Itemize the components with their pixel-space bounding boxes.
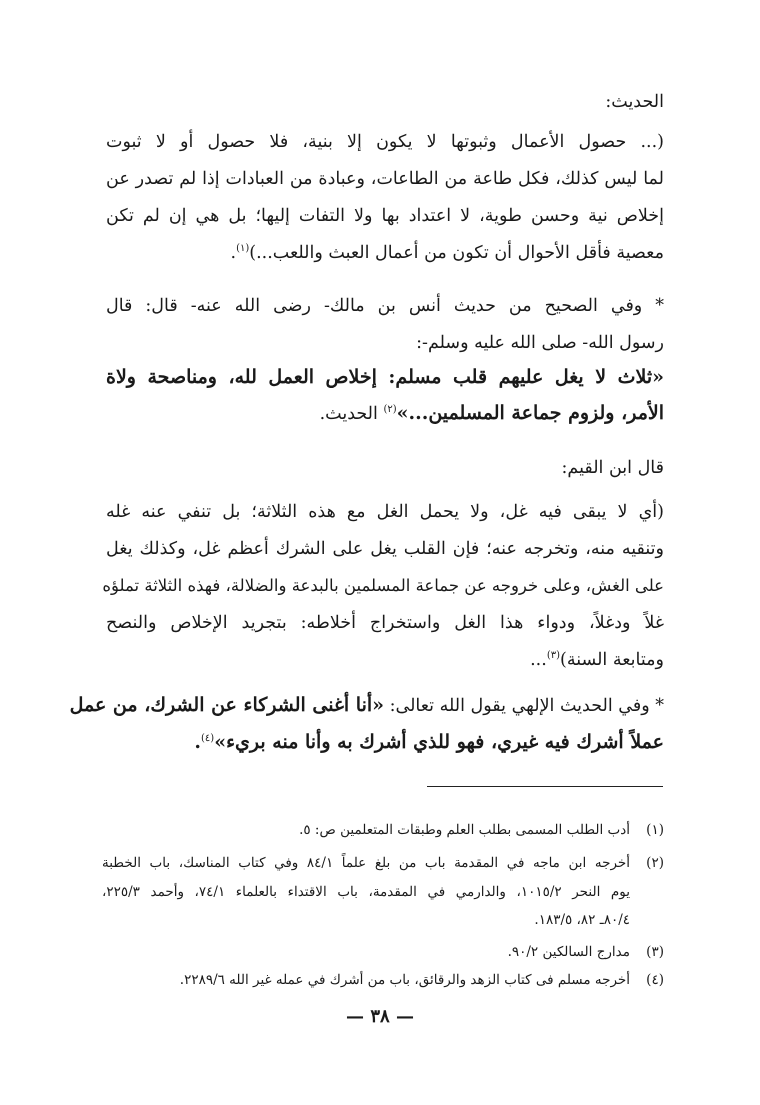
footnote-text: مدارج السالكين ٩٠/٢. — [507, 944, 630, 960]
narration-line: * وفي الصحيح من حديث أنس بن مالك- رضى الله عنه- قال: قال — [106, 296, 664, 316]
footnote-ref: (٤) — [201, 733, 215, 745]
quote-line: (أي لا يبقى فيه غل، ولا يحمل الغل مع هذه الثلاثة؛ بل تنفي عنه غله — [106, 502, 664, 522]
footnote-ref: (١) — [236, 243, 250, 255]
footnote-ref: (٢) — [383, 404, 397, 416]
hadith-line-last: الأمر، ولزوم جماعة المسلمين...»$^{(٢)}$ الحديث. — [319, 402, 664, 424]
hadith-line: «ثلاث لا يغل عليهم قلب مسلم: إخلاص العمل لله، ومناصحة ولاة — [106, 366, 664, 388]
footnote-text: ٨٠/٤ـ ٨٢، ١٨٣/٥. — [534, 912, 630, 928]
section-label-hadith: الحديث: — [605, 92, 664, 112]
footnote-number: (٣) — [646, 944, 664, 960]
footnote-text: أخرجه مسلم فى كتاب الزهد والرقائق، باب من أشرك في عمله غير الله ٢٢٨٩/٦. — [179, 972, 630, 988]
hadith-line: * وفي الحديث الإلهي يقول الله تعالى: «أنا أغنى الشركاء عن الشرك، من عمل — [69, 694, 664, 716]
footnote-number: (٤) — [646, 972, 664, 988]
section-label-ibn-qayyim: قال ابن القيم: — [561, 458, 664, 478]
page-number: — ٣٨ — — [346, 1006, 414, 1027]
footnote-text: أخرجه ابن ماجه في المقدمة باب من بلغ علماً ٨٤/١ وفي كتاب المناسك، باب الخطبة — [102, 855, 630, 871]
hadith-line-last: عملاً أشرك فيه غيري، فهو للذي أشرك به وأنا منه بريء»$^{(٤)}$. — [194, 731, 664, 753]
footnote-text: أدب الطلب المسمى بطلب العلم وطبقات المتعلمين ص: ٥. — [299, 822, 630, 838]
quote-line: غلاً ودغلاً، ودواء هذا الغل واستخراج أخلاطه: بتجريد الإخلاص والنصح — [106, 613, 664, 633]
quote-line: على الغش، وعلى خروجه عن جماعة المسلمين بالبدعة والضلالة، فهذه الثلاثة تملؤه — [102, 576, 664, 595]
footnote-number: (٢) — [646, 855, 664, 871]
footnote-ref: (٣) — [546, 650, 560, 662]
quote-line: لما ليس كذلك، فكل طاعة من الطاعات، وعبادة من العبادات إذا لم تصدر عن — [106, 169, 664, 189]
quote-line: (... حصول الأعمال وثبوتها لا يكون إلا بنية، فلا حصول أو لا ثبوت — [106, 132, 664, 152]
quote-line: وتنقيه منه، وتخرجه عنه؛ فإن القلب يغل على الشرك أعظم غل، وكذلك يغل — [106, 539, 664, 559]
narration-line: رسول الله- صلى الله عليه وسلم-: — [416, 333, 664, 353]
footnote-number: (١) — [646, 822, 664, 838]
footnote-text: يوم النحر ١٠١٥/٢، والدارمي في المقدمة، باب الاقتداء بالعلماء ٧٤/١، وأحمد ٢٢٥/٣، — [102, 884, 630, 900]
footnote-separator — [427, 786, 663, 787]
quote-line: إخلاص نية وحسن طوية، لا اعتداد بها ولا التفات إليها؛ بل هي إن لم تكن — [106, 206, 664, 226]
quote-line-last: معصية فأقل الأحوال أن تكون من أعمال العبث واللعب...)$^{(١)}$. — [230, 243, 664, 263]
quote-line-last: ومتابعة السنة)$^{(٣)}$... — [530, 650, 664, 670]
